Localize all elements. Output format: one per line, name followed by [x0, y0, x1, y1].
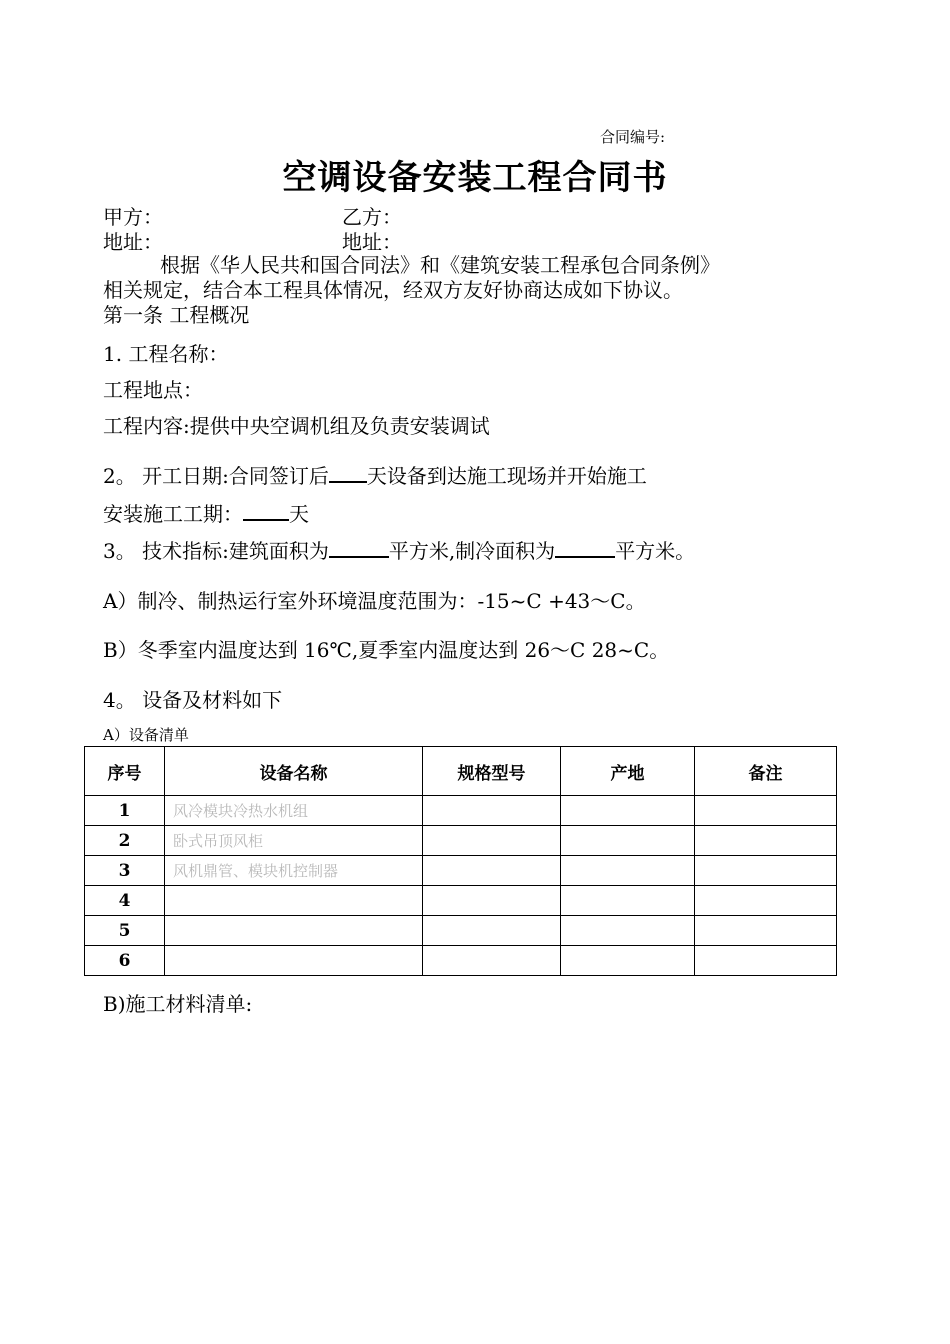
- header-equipment-name: 设备名称: [165, 747, 423, 796]
- party-a-address-label: 地址：: [103, 230, 163, 254]
- header-note: 备注: [695, 747, 837, 796]
- table-row: [85, 796, 837, 826]
- materials-list-heading: B)施工材料清单:: [103, 992, 253, 1016]
- note-cell: [695, 856, 837, 886]
- building-area-blank: [329, 538, 389, 558]
- period-suffix: 天: [289, 502, 309, 526]
- project-content: 工程内容:提供中央空调机组及负责安装调试: [103, 414, 490, 438]
- start-date-prefix: 2。 开工日期:合同签订后: [103, 464, 329, 488]
- equipment-name-cell: 风机鼎管、模块机控制器: [165, 856, 423, 886]
- contract-number-label: 合同编号:: [600, 128, 666, 146]
- origin-cell: [561, 886, 695, 916]
- party-b-address-label: 地址：: [342, 230, 402, 254]
- row-number: 3: [85, 856, 165, 886]
- origin-cell: [561, 946, 695, 976]
- intro-paragraph-line1: 根据《华人民共和国合同法》和《建筑安装工程承包合同条例》: [160, 253, 720, 277]
- note-cell: [695, 796, 837, 826]
- note-cell: [695, 916, 837, 946]
- intro-paragraph-line2: 相关规定，结合本工程具体情况，经双方友好协商达成如下协议。: [103, 278, 683, 302]
- start-date-suffix: 天设备到达施工现场并开始施工: [366, 464, 647, 488]
- model-cell: [423, 856, 561, 886]
- table-row: [85, 916, 837, 946]
- header-origin: 产地: [561, 747, 695, 796]
- origin-cell: [561, 916, 695, 946]
- row-number: 5: [85, 916, 165, 946]
- table-row: [85, 886, 837, 916]
- equipment-name-cell: 卧式吊顶风柜: [165, 826, 423, 856]
- model-cell: [423, 916, 561, 946]
- origin-cell: [561, 826, 695, 856]
- table-row: [85, 946, 837, 976]
- project-location-label: 工程地点：: [103, 378, 203, 402]
- equipment-list-caption: A）设备清单: [103, 726, 189, 744]
- equipment-name-cell: 风冷模块冷热水机组: [165, 796, 423, 826]
- row-number: 4: [85, 886, 165, 916]
- note-cell: [695, 886, 837, 916]
- item4-heading: 4。 设备及材料如下: [103, 688, 283, 712]
- outdoor-temp-range: A）制冷、制热运行室外环境温度范围为：-15~C +43～C。: [103, 589, 646, 613]
- construction-period-line: [103, 498, 309, 527]
- origin-cell: [561, 856, 695, 886]
- table-row: [85, 826, 837, 856]
- technical-indicators-line: [103, 535, 695, 564]
- origin-cell: [561, 796, 695, 826]
- row-number: 2: [85, 826, 165, 856]
- equipment-name-cell: [165, 946, 423, 976]
- period-prefix: 安装施工工期：: [103, 502, 243, 526]
- cooling-area-blank: [555, 538, 615, 558]
- indoor-temp-target: B）冬季室内温度达到 16℃,夏季室内温度达到 26～C 28~C。: [103, 638, 670, 662]
- equipment-table: [84, 746, 837, 976]
- document-title: 空调设备安装工程合同书: [282, 158, 668, 198]
- model-cell: [423, 796, 561, 826]
- table-row: [85, 856, 837, 886]
- period-days-blank: [243, 501, 289, 521]
- model-cell: [423, 826, 561, 856]
- header-model: 规格型号: [423, 747, 561, 796]
- article1-heading: 第一条 工程概况: [103, 303, 250, 327]
- tech-mid: 平方米,制冷面积为: [388, 539, 556, 563]
- model-cell: [423, 886, 561, 916]
- note-cell: [695, 826, 837, 856]
- start-days-blank: [329, 463, 367, 483]
- row-number: 6: [85, 946, 165, 976]
- equipment-name-cell: [165, 916, 423, 946]
- row-number: 1: [85, 796, 165, 826]
- note-cell: [695, 946, 837, 976]
- header-serial: 序号: [85, 747, 165, 796]
- start-date-line: [103, 460, 647, 489]
- project-name-label: 1. 工程名称：: [103, 342, 229, 366]
- model-cell: [423, 946, 561, 976]
- tech-prefix: 3。 技术指标:建筑面积为: [103, 539, 329, 563]
- equipment-name-cell: [165, 886, 423, 916]
- party-b-label: 乙方：: [342, 205, 402, 229]
- party-a-label: 甲方：: [103, 205, 163, 229]
- table-header-row: [85, 747, 837, 796]
- tech-suffix: 平方米。: [615, 539, 696, 563]
